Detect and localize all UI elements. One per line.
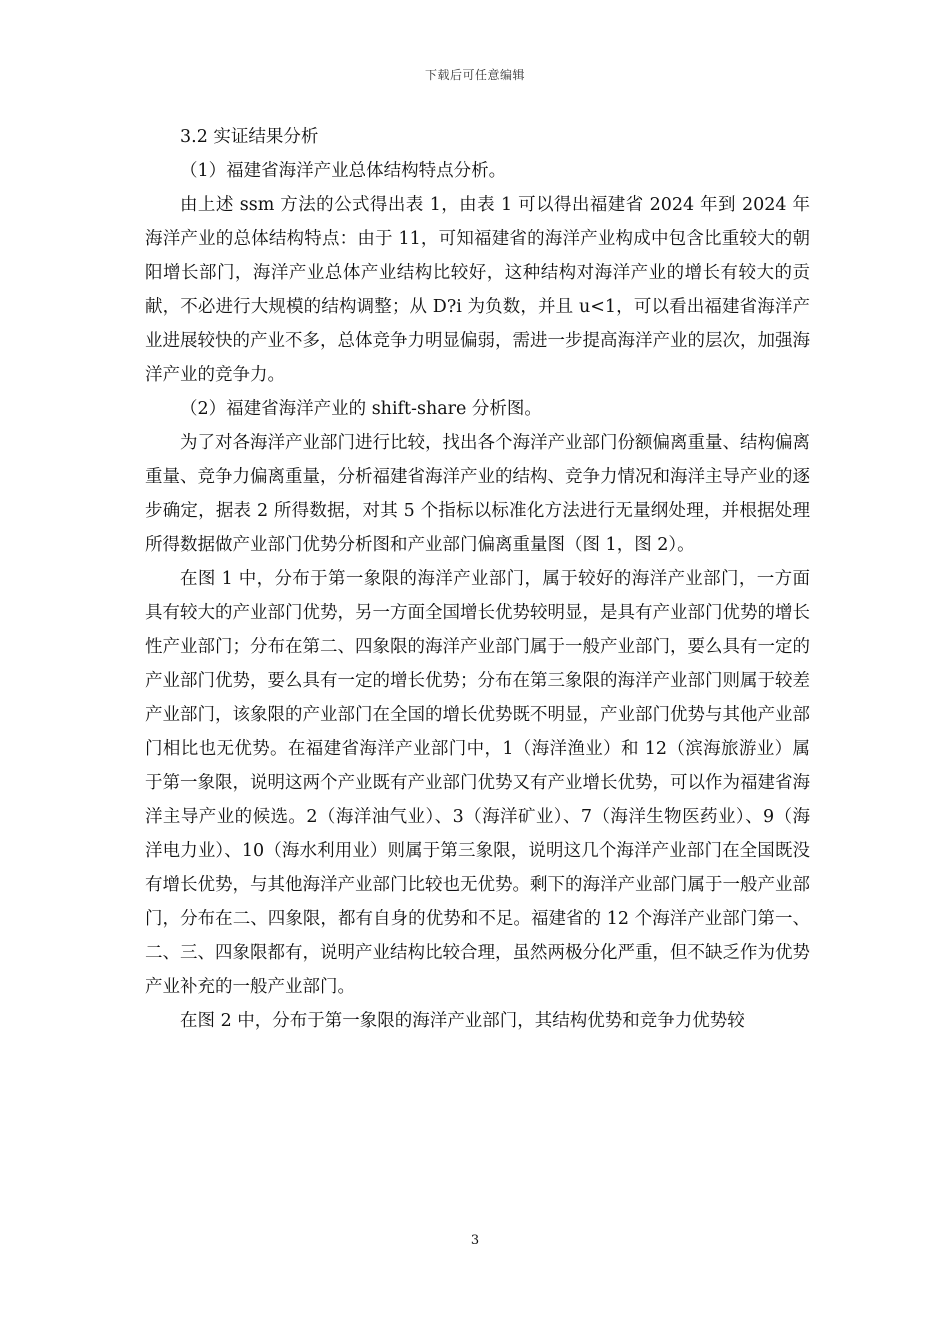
paragraph: 为了对各海洋产业部门进行比较，找出各个海洋产业部门份额偏离重量、结构偏离重量、竞争力偏离重量，分析福建省海洋产业的结构、竞争力情况和海洋主导产业的逐步确定，据表 2 所得数据，对其 5 个指标以标准化方法进行无量纲处理，并根据处理所得数据做产业部门优势分析图和产业部门偏离重量图（图 1，图 2）。: [145, 433, 810, 555]
paragraph: 由上述 ssm 方法的公式得出表 1，由表 1 可以得出福建省 2024 年到 2024 年海洋产业的总体结构特点：由于 11，可知福建省的海洋产业构成中包含比重较大的朝阳增长部门，海洋产业总体产业结构比较好，这种结构对海洋产业的增长有较大的贡献，不必进行大规模的结构调整；从 D?i 为负数，并且 u<1，可以看出福建省海洋产业进展较快的产业不多，总体竞争力明显偏弱，需进一步提高海洋产业的层次，加强海洋产业的竞争力。: [145, 195, 810, 385]
paragraph: 在图 1 中，分布于第一象限的海洋产业部门，属于较好的海洋产业部门，一方面具有较大的产业部门优势，另一方面全国增长优势较明显，是具有产业部门优势的增长性产业部门；分布在第二、四象限的海洋产业部门属于一般产业部门，要么具有一定的产业部门优势，要么具有一定的增长优势；分布在第三象限的海洋产业部门则属于较差产业部门，该象限的产业部门在全国的增长优势既不明显，产业部门优势与其他产业部门相比也无优势。在福建省海洋产业部门中，1（海洋渔业）和 12（滨海旅游业）属于第一象限，说明这两个产业既有产业部门优势又有产业增长优势，可以作为福建省海洋主导产业的候选。2（海洋油气业）、3（海洋矿业）、7（海洋生物医药业）、9（海洋电力业）、10（海水利用业）则属于第三象限，说明这几个海洋产业部门在全国既没有增长优势，与其他海洋产业部门比较也无优势。剩下的海洋产业部门属于一般产业部门，分布在二、四象限，都有自身的优势和不足。福建省的 12 个海洋产业部门第一、二、三、四象限都有，说明产业结构比较合理，虽然两极分化严重，但不缺乏作为优势产业补充的一般产业部门。: [145, 569, 810, 997]
page-number: 3: [470, 1233, 480, 1248]
document-body: [145, 120, 810, 1038]
page-header: 下载后可任意编辑: [424, 68, 525, 82]
paragraph: 在图 2 中，分布于第一象限的海洋产业部门，其结构优势和竞争力优势较: [180, 1011, 745, 1031]
section-title: 3.2 实证结果分析: [180, 127, 319, 147]
subsection-title-1: （1）福建省海洋产业总体结构特点分析。: [180, 161, 507, 181]
subsection-title-2: （2）福建省海洋产业的 shift-share 分析图。: [180, 399, 542, 419]
